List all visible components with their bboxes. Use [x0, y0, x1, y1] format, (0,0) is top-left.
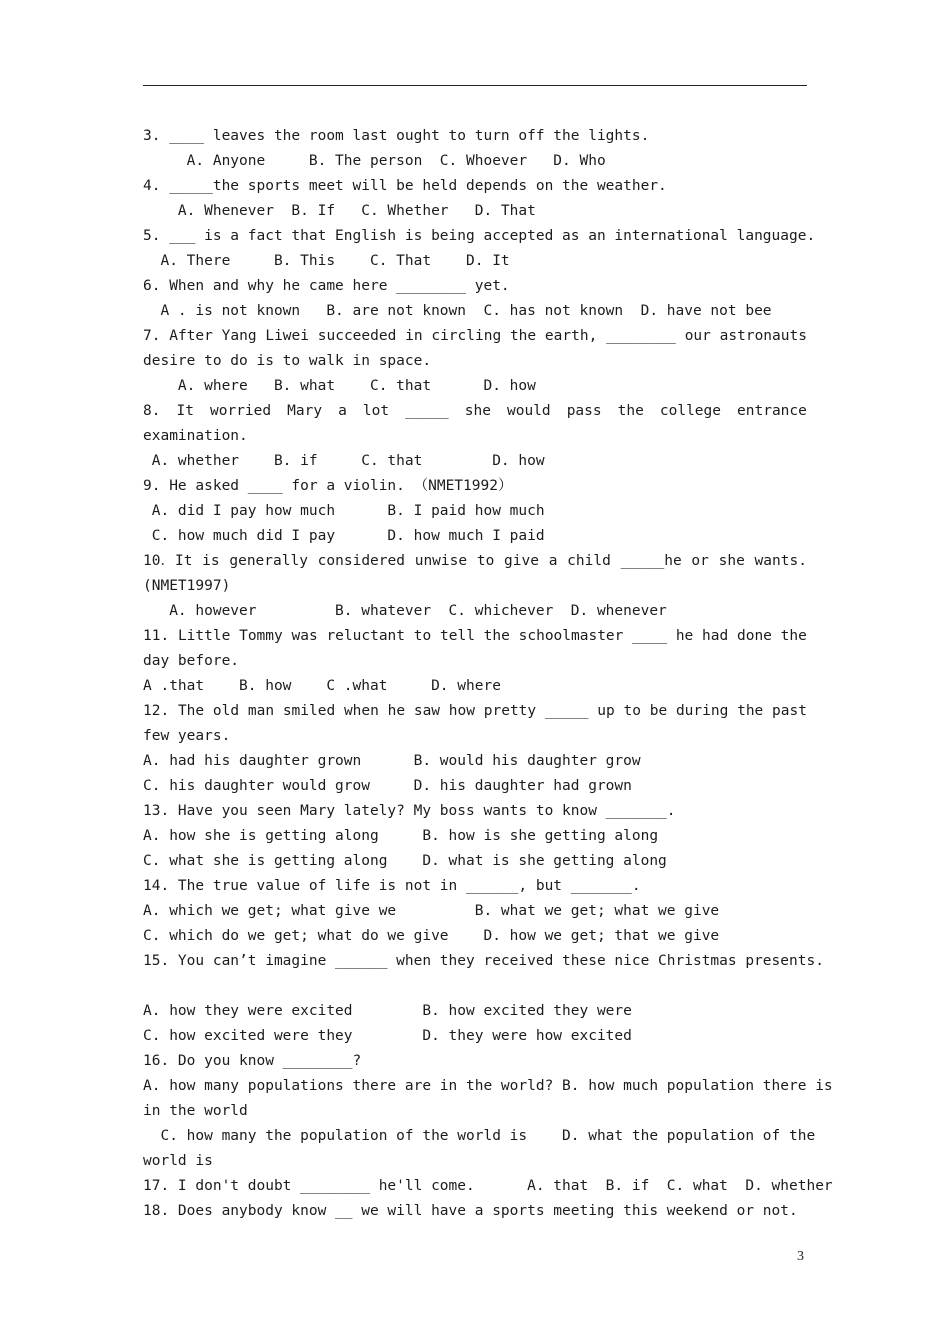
word: she [464, 403, 491, 419]
word: had [702, 628, 729, 644]
word: is [202, 553, 220, 569]
question-15-options-ab: A. how they were excited B. how excited they were [143, 1003, 632, 1019]
word: Yang [221, 328, 257, 344]
word: worried [210, 403, 272, 419]
word: how [448, 703, 475, 719]
word: to [476, 553, 495, 569]
word: the [737, 703, 764, 719]
question-6: 6. When and why he came here ________ yet. [143, 278, 510, 294]
question-6-options: A . is not known B. are not known C. has not known D. have not bee [143, 303, 772, 319]
word: the [509, 328, 537, 344]
word: in [405, 328, 423, 344]
header-rule [143, 85, 807, 86]
page-number: 3 [797, 1249, 804, 1264]
word: After [169, 328, 213, 344]
word: 12. [143, 703, 170, 719]
question-10-continuation: (NMET1997) [143, 578, 231, 594]
question-10 [143, 549, 807, 574]
word: earth, [544, 328, 598, 344]
word: _____ [544, 703, 589, 719]
word: Liwei [265, 328, 309, 344]
word: tell [440, 628, 475, 644]
word: or [691, 553, 709, 569]
question-16-options-ab: A. how many populations there are in the world? B. how much population there is [143, 1078, 833, 1094]
word: the [617, 403, 644, 419]
word: up [597, 703, 615, 719]
word: 10．It [143, 553, 193, 569]
word: he [675, 628, 694, 644]
word: pretty [483, 703, 537, 719]
word: to [623, 703, 641, 719]
word: lot [362, 403, 390, 419]
word: The [177, 703, 205, 719]
word: a [548, 553, 558, 569]
word: man [247, 703, 275, 719]
word: ________ [606, 328, 676, 344]
word: schoolmaster [518, 628, 624, 644]
word: a [338, 403, 347, 419]
word: pass [566, 403, 602, 419]
question-12 [143, 699, 807, 724]
question-13: 13. Have you seen Mary lately? My boss wants to know _______. [143, 803, 676, 819]
word: the [483, 628, 510, 644]
question-8 [143, 399, 807, 424]
word: wants. [754, 553, 807, 569]
word: reluctant [326, 628, 406, 644]
question-7-options: A. where B. what C. that D. how [143, 378, 536, 394]
word: be [649, 703, 668, 719]
question-4-options: A. Whenever B. If C. Whether D. That [143, 203, 536, 219]
word: Mary [287, 403, 323, 419]
word: It [176, 403, 194, 419]
word: was [291, 628, 318, 644]
word: old [212, 703, 240, 719]
word: the [780, 628, 807, 644]
question-8-options: A. whether B. if C. that D. how [143, 453, 545, 469]
word: entrance [737, 403, 807, 419]
question-11 [143, 624, 807, 649]
word: to [413, 628, 432, 644]
word: college [659, 403, 721, 419]
word: considered [317, 553, 405, 569]
question-10-options: A. however B. whatever C. whichever D. whenever [143, 603, 667, 619]
question-12-options-cd: C. his daughter would grow D. his daughter had grown [143, 778, 632, 794]
question-5: 5. ___ is a fact that English is being accepted as an international language. [143, 228, 816, 244]
word: _____he [620, 553, 682, 569]
word: done [736, 628, 772, 644]
blank-line [143, 974, 807, 999]
word: Little [177, 628, 231, 644]
word: our [684, 328, 711, 344]
question-12-options-ab: A. had his daughter grown B. would his daughter grow [143, 753, 641, 769]
word: saw [413, 703, 441, 719]
question-8-continuation: examination. [143, 428, 248, 444]
word: 11. [143, 628, 170, 644]
question-5-options: A. There B. This C. That D. It [143, 253, 510, 269]
word: smiled [282, 703, 336, 719]
word: circling [431, 328, 502, 344]
word: _____ [405, 403, 449, 419]
question-9: 9. He asked ____ for a violin. （NMET1992） [143, 478, 513, 494]
word: give [504, 553, 539, 569]
question-9-options-cd: C. how much did I pay D. how much I paid [143, 528, 545, 544]
question-16-options-ab-continuation: in the world [143, 1103, 248, 1119]
question-list [143, 124, 833, 1224]
word: ____ [632, 628, 668, 644]
word: past [772, 703, 807, 719]
word: unwise [414, 553, 468, 569]
question-13-options-ab: A. how she is getting along B. how is she getting along [143, 828, 659, 844]
word: during [675, 703, 729, 719]
question-3: 3. ____ leaves the room last ought to turn off the lights. [143, 128, 650, 144]
question-17: 17. I don't doubt ________ he'll come. A. that B. if C. what D. whether [143, 1178, 833, 1194]
question-16-options-cd-continuation: world is [143, 1153, 213, 1169]
question-7 [143, 324, 807, 349]
word: when [343, 703, 379, 719]
word: Tommy [239, 628, 283, 644]
question-4: 4. _____the sports meet will be held depends on the weather. [143, 178, 667, 194]
word: astronauts [719, 328, 807, 344]
question-12-continuation: few years. [143, 728, 231, 744]
word: succeeded [317, 328, 397, 344]
question-13-options-cd: C. what she is getting along D. what is she getting along [143, 853, 667, 869]
word: would [507, 403, 551, 419]
question-15-options-cd: C. how excited were they D. they were how excited [143, 1028, 632, 1044]
question-16-options-cd: C. how many the population of the world is D. what the population of the [143, 1128, 816, 1144]
question-18: 18. Does anybody know __ we will have a sports meeting this weekend or not. [143, 1203, 798, 1219]
question-16: 16. Do you know ________? [143, 1053, 362, 1069]
word: child [567, 553, 611, 569]
question-3-options: A. Anyone B. The person C. Whoever D. Who [143, 153, 606, 169]
question-11-options: A .that B. how C .what D. where [143, 678, 501, 694]
question-14-options-ab: A. which we get; what give we B. what we get; what we give [143, 903, 720, 919]
question-14-options-cd: C. which do we get; what do we give D. how we get; that we give [143, 928, 720, 944]
word: she [718, 553, 745, 569]
question-14: 14. The true value of life is not in ______, but _______. [143, 878, 641, 894]
word: generally [229, 553, 308, 569]
word: he [387, 703, 406, 719]
word: 7. [143, 328, 161, 344]
question-7-continuation: desire to do is to walk in space. [143, 353, 432, 369]
question-9-options-ab: A. did I pay how much B. I paid how much [143, 503, 545, 519]
question-11-continuation: day before. [143, 653, 240, 669]
question-15: 15. You can’t imagine ______ when they received these nice Christmas presents. [143, 953, 824, 969]
word: 8. [143, 403, 161, 419]
